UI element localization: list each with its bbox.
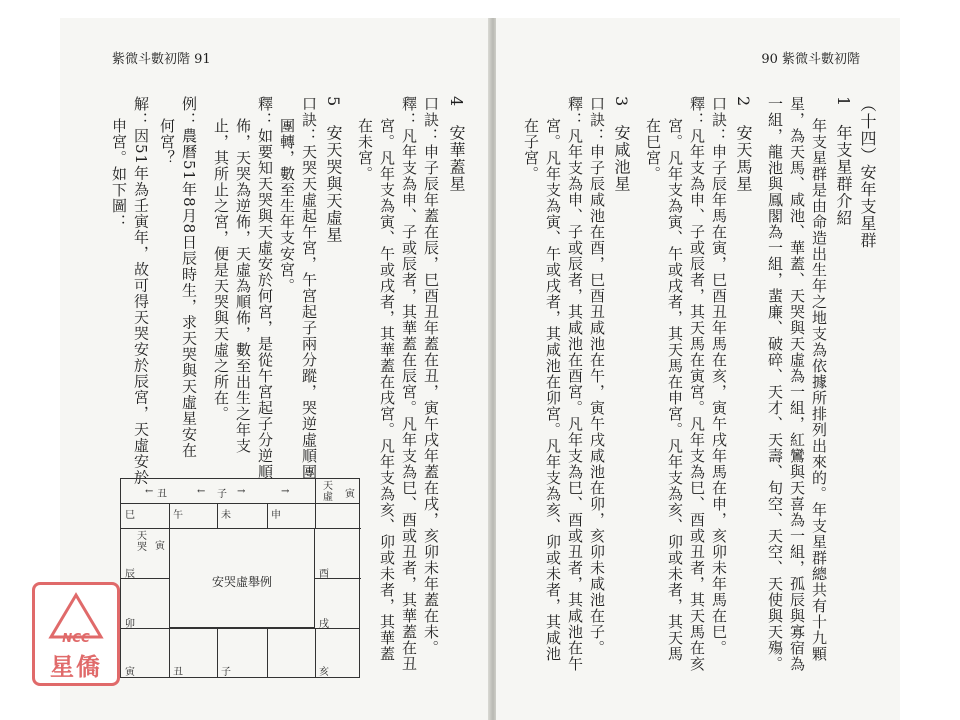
section-heading: 2 安天馬星: [734, 96, 753, 193]
star-label: 天虛: [323, 481, 333, 503]
chart-title: 安哭虛舉例: [211, 575, 272, 589]
grid-line: [315, 479, 316, 528]
text-column: 釋：凡年支為申、子或辰者，其華蓋在辰宮。凡年支為巳、酉或丑者，其華蓋在丑: [400, 96, 418, 672]
text-column: 口訣：申子辰年蓋在辰，巳酉丑年蓋在丑，寅午戌年蓋在戌，亥卯未年蓋在未。: [422, 96, 440, 656]
palace-label: 卯: [125, 619, 135, 630]
text-column: 團轉，數至生年支安宮。: [278, 118, 296, 294]
text-column: 口訣：天哭天虛起午宮，午宮起子兩分蹤，哭逆虛順團: [300, 96, 318, 480]
section-heading: 5 安天哭與天虛星: [324, 96, 343, 244]
text-column: 解：因51年為壬寅年，故可得天哭安於辰宮，天虛安於: [132, 96, 150, 486]
left-page-header: 紫微斗數初階 91: [112, 52, 211, 67]
grid-line: [217, 503, 218, 528]
text-column: 釋：凡年支為申、子或辰者，其天馬在寅宮。凡年支為巳、酉或丑者，其天馬在亥: [688, 96, 706, 672]
text-column: 口訣：申子辰咸池在酉，巳酉丑咸池在午，寅午戌咸池在卯，亥卯未咸池在子。: [588, 96, 606, 656]
arrow-right-icon: →: [237, 486, 246, 497]
arrow-right-icon: →: [281, 486, 290, 497]
left-page: [60, 18, 490, 720]
grid-line: [169, 628, 170, 678]
grid-line: [217, 628, 218, 678]
publisher-stamp: [32, 582, 120, 686]
text-column: 在巳宮。: [644, 118, 662, 182]
palace-label: 寅: [345, 489, 355, 500]
text-column: 止，其所止之宮，便是天哭與天虛之所在。: [212, 118, 230, 422]
text-column: 口訣：申子辰年馬在寅，巳酉丑年馬在亥，寅午戌年馬在申，亥卯未年馬在巳。: [710, 96, 728, 656]
text-column: 一組，龍池與鳳閣為一組，蜚廉、破碎、天才、天壽、旬空、天空、天使與天殤。: [766, 96, 784, 672]
palace-label: 申: [271, 510, 281, 521]
arrow-left-icon: ←: [197, 486, 206, 497]
grid-line: [315, 528, 361, 529]
stamp-brand: NCC: [62, 631, 90, 645]
text-column: 何宮？: [158, 118, 176, 166]
palace-label: 丑: [173, 667, 183, 678]
palace-label: 寅: [125, 667, 135, 678]
text-column: 年支星群是由命造出生年之地支為依據所排列出來的。年支星群總共有十九顆: [810, 118, 828, 662]
text-column: 宮。凡年支為寅、午或戌者，其咸池在卯宮。凡年支為亥、卯或未者，其咸池: [544, 118, 562, 662]
palace-label: 巳: [125, 510, 135, 521]
text-column: 釋：如要知天哭與天虛安於何宮，是從午宮起子分逆順: [256, 96, 274, 480]
palace-label: 午: [173, 510, 183, 521]
section-heading: 4 安華蓋星: [447, 96, 466, 193]
palace-label: 子: [217, 489, 227, 500]
star-label: 天哭: [137, 531, 147, 553]
palace-label: 子: [221, 667, 231, 678]
palace-label: 未: [221, 510, 231, 521]
section-heading: 1 年支星群介紹: [834, 96, 853, 227]
palace-label: 寅: [155, 541, 165, 552]
grid-line: [169, 503, 170, 528]
text-column: 星，為天馬、咸池、華蓋、天哭與天虛為一組，紅鸞與天喜為一組，孤辰與寡宿為: [788, 96, 806, 672]
text-column: 例：農曆51年8月8日辰時生，求天哭與天虛星安在: [180, 96, 198, 459]
text-column: 佈，天哭為逆佈，天虛為順佈，數至出生之年支: [234, 118, 252, 454]
grid-line: [267, 503, 268, 528]
section-heading: 3 安咸池星: [612, 96, 631, 193]
text-column: 在未宮。: [356, 118, 374, 182]
palace-label: 丑: [157, 489, 167, 500]
text-column: 釋：凡年支為申、子或辰者，其咸池在酉宮。凡年支為巳、酉或丑者，其咸池在午: [566, 96, 584, 672]
palace-chart: [120, 478, 360, 678]
chapter-heading: （十四）安年支星群: [858, 96, 877, 249]
grid-line: [121, 503, 359, 504]
palace-label: 亥: [319, 667, 329, 678]
open-book: [60, 18, 900, 720]
grid-line: [315, 628, 316, 678]
text-column: 申宮。如下圖：: [110, 118, 128, 230]
right-page-header: 90 紫微斗數初階: [761, 52, 860, 67]
stamp-name: 星僑: [50, 653, 102, 681]
chart-center: [169, 528, 315, 628]
grid-line: [121, 528, 169, 529]
arrow-left-icon: ←: [145, 486, 154, 497]
palace-label: 戌: [319, 619, 329, 630]
grid-line: [267, 628, 268, 678]
right-page: [496, 18, 900, 720]
text-column: 在子宮。: [522, 118, 540, 182]
palace-label: 辰: [125, 569, 135, 580]
text-column: 宮。凡年支為寅、午或戌者，其天馬在申宮。凡年支為亥、卯或未者，其天馬: [666, 118, 684, 662]
palace-label: 酉: [319, 569, 329, 580]
text-column: 宮。凡年支為寅、午或戌者，其華蓋在戌宮。凡年支為亥、卯或未者，其華蓋: [378, 118, 396, 662]
